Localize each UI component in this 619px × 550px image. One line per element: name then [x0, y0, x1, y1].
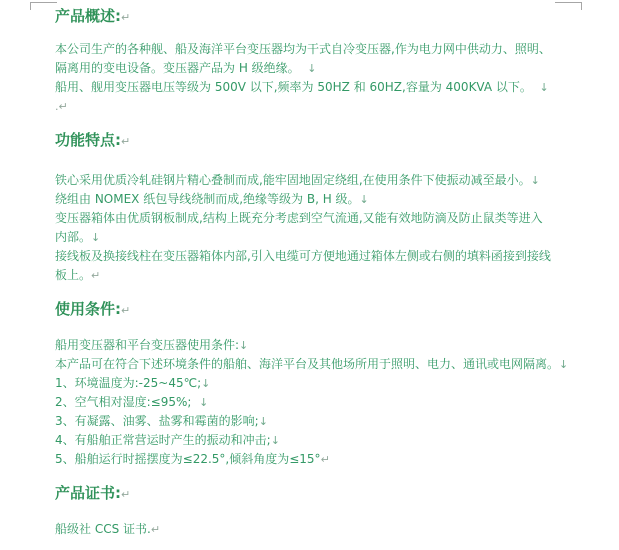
- section-heading-product-overview: [55, 6, 575, 28]
- text-line-content: 铁心采用优质冷轧硅钢片精心叠制而成,能牢固地固定绕组,在使用条件下使振动减至最小。: [55, 173, 531, 187]
- text-line-content: 本公司生产的各种舰、船及海洋平台变压器均为干式自冷变压器,作为电力网中供动力、照明、: [55, 42, 551, 56]
- line-break-mark: ↓: [530, 174, 540, 187]
- line-break-mark: ↓: [91, 231, 101, 244]
- text-line-content: 船级社 CCS 证书.: [55, 522, 151, 536]
- section-heading-text: 使用条件:: [55, 300, 121, 318]
- paragraph-mark: ↵: [320, 453, 330, 466]
- text-line-content: 内部。: [55, 230, 92, 244]
- line-break-mark: ↓: [559, 358, 569, 371]
- list-item-condition-2: [55, 393, 575, 412]
- text-line-content: 5、船舶运行时摇摆度为≤22.5°,倾斜角度为≤15°: [55, 452, 321, 466]
- paragraph-mark: ↵: [121, 11, 131, 24]
- text-line-content: 变压器箱体由优质钢板制成,结构上既充分考虑到空气流通,又能有效地防滴及防止鼠类等进入: [55, 211, 543, 225]
- text-line-content: .: [55, 100, 59, 113]
- paragraph-mark: ↵: [121, 135, 131, 148]
- section-heading-text: 产品概述:: [55, 7, 121, 25]
- text-line: [55, 190, 575, 209]
- text-line-content: 3、有凝露、油雾、盐雾和霉菌的影响;: [55, 414, 259, 428]
- paragraph-mark: ↵: [91, 269, 101, 282]
- text-line: [55, 228, 575, 247]
- line-break-mark: ↓: [199, 396, 209, 409]
- text-line: [55, 40, 575, 59]
- line-break-mark: ↓: [239, 339, 249, 352]
- text-line: [55, 78, 575, 97]
- text-line: [55, 355, 575, 374]
- line-break-mark: ↓: [258, 415, 268, 428]
- text-line: [55, 171, 575, 190]
- text-line-content: 2、空气相对湿度:≤95%;: [55, 395, 200, 409]
- line-break-mark: ↓: [539, 81, 549, 94]
- line-break-mark: ↓: [359, 193, 369, 206]
- text-line: [55, 59, 575, 78]
- list-item-condition-3: [55, 412, 575, 431]
- text-line-content: 船用、舰用变压器电压等级为 500V 以下,频率为 50HZ 和 60HZ,容量为 400KVA 以下。: [55, 80, 540, 94]
- section-heading-text: 功能特点:: [55, 131, 121, 149]
- list-item-condition-4: [55, 431, 575, 450]
- line-break-mark: ↓: [270, 434, 280, 447]
- text-line: [55, 247, 575, 266]
- text-line-content: 4、有船舶正常营运时产生的振动和冲击;: [55, 433, 271, 447]
- line-break-mark: ↓: [201, 377, 211, 390]
- text-line-content: 板上。: [55, 268, 92, 282]
- paragraph-usage-conditions: [55, 336, 575, 469]
- list-item-condition-1: [55, 374, 575, 393]
- paragraph-certificates: [55, 520, 575, 539]
- text-line-content: 接线板及换接线柱在变压器箱体内部,引入电缆可方便地通过箱体左侧或右侧的填料函接到接线: [55, 249, 551, 263]
- text-line: [55, 97, 575, 116]
- page-margin-crop-mark-left: [30, 2, 57, 10]
- text-line-content: 隔离用的变电设备。变压器产品为 H 级绝缘。: [55, 61, 308, 75]
- paragraph-mark: ↵: [150, 523, 161, 536]
- text-line: [55, 209, 575, 228]
- line-break-mark: ↓: [307, 62, 317, 75]
- text-line: [55, 520, 575, 539]
- text-line-content: 船用变压器和平台变压器使用条件:: [55, 338, 240, 352]
- text-line: [55, 266, 575, 285]
- section-heading-features: [55, 130, 575, 152]
- page-margin-crop-mark-right: [555, 2, 582, 10]
- list-item-condition-5: [55, 450, 575, 469]
- text-line-content: 绕组由 NOMEX 纸包导线绕制而成,绝缘等级为 B, H 级。: [55, 192, 360, 206]
- text-line-content: 本产品可在符合下述环境条件的船舶、海洋平台及其他场所用于照明、电力、通讯或电网隔离。: [55, 357, 560, 371]
- text-line-content: 1、环境温度为:-25~45℃;: [55, 376, 202, 390]
- paragraph-mark: ↵: [58, 100, 68, 113]
- section-heading-usage-conditions: [55, 299, 575, 321]
- paragraph-mark: ↵: [121, 304, 131, 317]
- paragraph-mark: ↵: [121, 488, 131, 501]
- paragraph-product-overview: [55, 40, 575, 116]
- paragraph-features: [55, 171, 575, 285]
- section-heading-text: 产品证书:: [55, 484, 121, 502]
- text-line: [55, 336, 575, 355]
- section-heading-certificates: [55, 483, 575, 505]
